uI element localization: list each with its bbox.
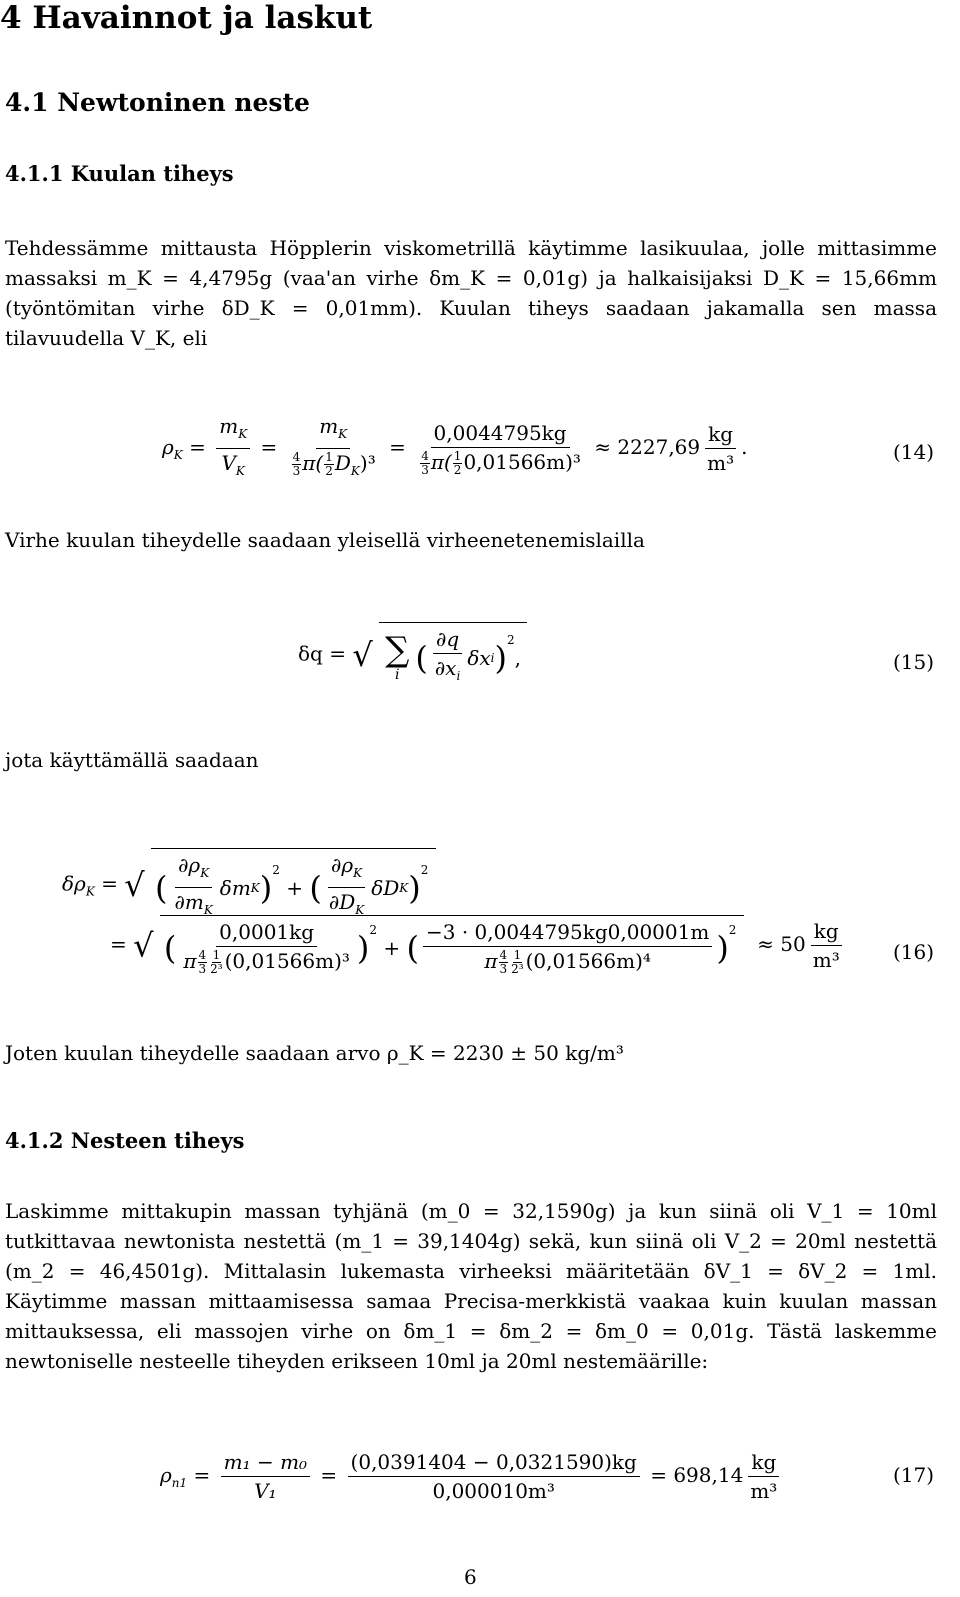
paragraph-ball-density: Tehdessämme mittausta Höpplerin viskometrillä käytimme lasikuulaa, jolle mittasimme massaksi m_K = 4,4795g (vaa'an virhe δm_K = 0,01g) ja halkaisijaksi D_K = 15,66mm (työntömitan virhe δD_K = 0,01mm). Kuulan tiheys saadaan jakamalla sen massa tilavuudella V_K, eli [5,236,937,350]
eq14-sub-k: K [173,448,183,462]
equation-15: δq = √ ∑ i ( $\frac{\partial q}{\partial x_i}$ δx i ) $^2$ , [298,622,527,688]
equation-number-14: (14) [893,440,935,464]
section-heading: 4 Havainnot ja laskut [0,0,373,36]
subsection-heading: 4.1 Newtoninen neste [5,88,310,117]
eq14-frac-volume-formula: $m_K$ $\frac{4}{3}$ π( $\frac{1}{2}$ $D_K)^3$ [292,414,376,478]
sqrt-icon: √ [352,636,373,674]
sum-icon: ∑ [385,629,410,670]
paragraph-using-which: jota käyttämällä saadaan [5,748,259,772]
eq14-frac-numeric: 0,0044795kg $\frac{4}{3}$ π( $\frac{1}{2}$ 0,01566m)³ [421,420,581,477]
sqrt-icon: √ [124,866,145,904]
eq15-partial-frac: $\frac{\partial q}{\partial x_i}$ [434,627,461,683]
left-paren-icon: ( [415,638,428,677]
paragraph-density-result: Joten kuulan tiheydelle saadaan arvo ρ_K = 2230 ± 50 kg/m³ [5,1041,624,1065]
eq14-approx: ≈ [594,435,612,459]
eq14-rho: ρ [162,435,174,459]
paragraph-error-propagation: Virhe kuulan tiheydelle saadaan yleisellä virheenetenemislailla [5,528,645,552]
equation-16-line-2: = √ ( 0,0001kg π $\frac{4}{3}$ $\frac{1}{\text{2³}}$ (0,01566m)³ ) $^2$ + ( −3 · 0,0044795kg0,00001m π $\frac{4}{3}$ $\frac{1}{\text{2³}}$ (0,01566m)⁴ ) $^2$ ≈ 50 $\frac{kg}{\text{m³}}$ [110,915,847,976]
equation-number-17: (17) [893,1463,935,1487]
equation-14: $\rho_K$ = $\frac{m_K}{V_K}$ = $m_K$ $\frac{4}{3}$ π( $\frac{1}{2}$ $D_K)^3$ = 0,0044795kg $\frac{4}{3}$ π( $\frac{1}{2}$ 0,01566m)³ ≈ 2227,69 $\frac{kg}{\text{m³}}$ . [162,414,747,483]
equation-17: $\rho_{n1}$ = $\frac{\text{m₁ − m₀}}{\text{V₁}}$ = $\frac{(0,0391404 - 0,0321590)kg}{\text{0,000010m³}}$ = 698,14 $\frac{kg}{\text{m³}}$ [160,1450,778,1503]
equation-number-15: (15) [893,650,935,674]
eq14-frac-m-over-v: $\frac{m_K}{V_K}$ [216,414,250,483]
paragraph-liquid-density: Laskimme mittakupin massan tyhjänä (m_0 = 32,1590g) ja kun siinä oli V_1 = 10ml tutkittavaa newtonista nestettä (m_1 = 39,1404g) sekä, kun siinä oli V_2 = 20ml nestettä (m_2 = 46,4501g). Mittalasin lukemasta virheeksi määritetään δV_1 = δV_2 = 1ml. Käytimme massan mittaamisessa samaa Precisa-merkkistä vaakaa kuin kuulan massan mittauksessa, eli massojen virhe on δm_1 = δm_2 = δm_0 = 0,01g. Tästä laskemme newtoniselle nesteelle tiheyden erikseen 10ml ja 20ml nestemäärille: [5,1199,937,1373]
sqrt-icon: √ [133,926,154,965]
equation-number-16: (16) [893,940,935,964]
page-number: 6 [464,1565,477,1589]
right-paren-icon: ) [494,638,507,677]
subsubsection-heading-kuulan-tiheys: 4.1.1 Kuulan tiheys [5,161,234,186]
equation-16-line-1: $\delta\rho_K$ = √ ( $\frac{\partial\rho_K}{\partial m_K}$ δm K ) $^2$ + ( $\frac{\partial\rho_K}{\partial D_K}$ δD K ) $^2$ [62,848,436,922]
subsubsection-heading-nesteen-tiheys: 4.1.2 Nesteen tiheys [5,1128,245,1153]
eq14-value: 2227,69 [617,435,701,459]
eq15-lhs: δq = [298,641,346,666]
eq14-unit: $\frac{kg}{\text{m³}}$ [707,422,735,475]
